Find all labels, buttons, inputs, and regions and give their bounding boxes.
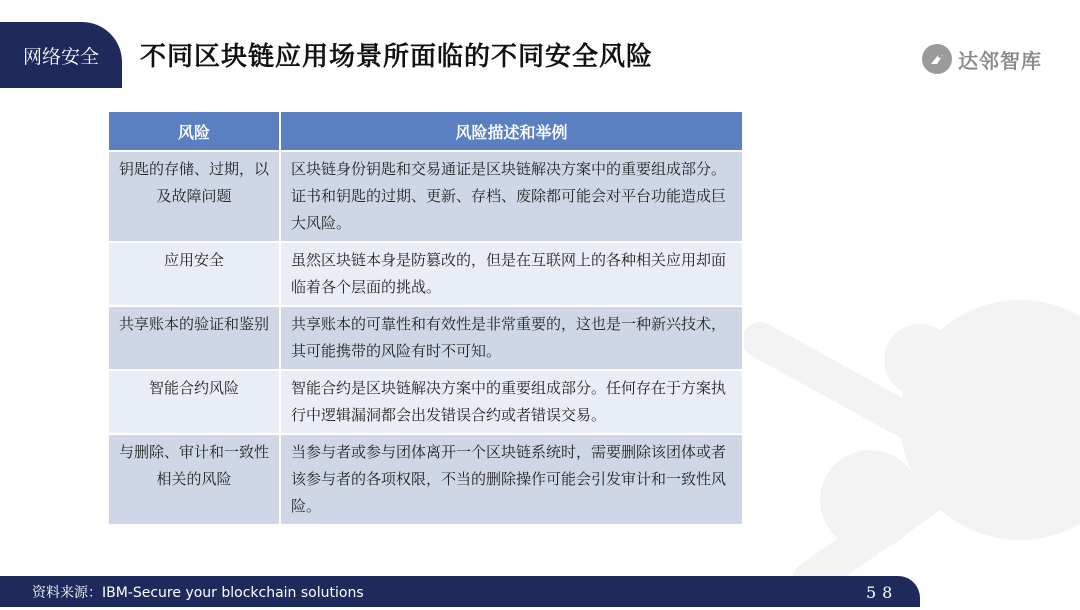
risk-cell: 应用安全 [108, 242, 280, 306]
risk-cell: 共享账本的验证和鉴别 [108, 306, 280, 370]
column-header-risk: 风险 [108, 111, 280, 151]
table-row [108, 370, 743, 434]
column-header-description: 风险描述和举例 [280, 111, 743, 151]
description-cell: 当参与者或参与团体离开一个区块链系统时，需要删除该团体或者该参与者的各项权限，不当的删除操作可能会引发审计和一致性风险。 [280, 434, 743, 525]
risk-table [107, 110, 744, 526]
page-title: 不同区块链应用场景所面临的不同安全风险 [140, 42, 654, 72]
page-number: 58 [866, 583, 899, 602]
description-cell: 区块链身份钥匙和交易通证是区块链解决方案中的重要组成部分。证书和钥匙的过期、更新、存档、废除都可能会对平台功能造成巨大风险。 [280, 151, 743, 242]
table-row [108, 242, 743, 306]
section-tag [0, 22, 122, 88]
table-header-row [108, 111, 743, 151]
background-decoration [720, 250, 1080, 610]
table-row [108, 306, 743, 370]
description-cell: 虽然区块链本身是防篡改的，但是在互联网上的各种相关应用却面临着各个层面的挑战。 [280, 242, 743, 306]
risk-cell: 钥匙的存储、过期，以及故障问题 [108, 151, 280, 242]
footer-source: 资料来源：IBM-Secure your blockchain solutions [32, 585, 364, 601]
section-tag-label: 网络安全 [22, 45, 99, 68]
description-cell: 智能合约是区块链解决方案中的重要组成部分。任何存在于方案执行中逻辑漏洞都会出发错误合约或者错误交易。 [280, 370, 743, 434]
risk-cell: 与删除、审计和一致性相关的风险 [108, 434, 280, 525]
description-cell: 共享账本的可靠性和有效性是非常重要的，这也是一种新兴技术，其可能携带的风险有时不可知。 [280, 306, 743, 370]
risk-cell: 智能合约风险 [108, 370, 280, 434]
table-row [108, 151, 743, 242]
brand-logo [922, 44, 1042, 74]
table-row [108, 434, 743, 525]
brand-name: 达邻智库 [958, 48, 1042, 73]
brand-logo-icon [922, 44, 952, 74]
